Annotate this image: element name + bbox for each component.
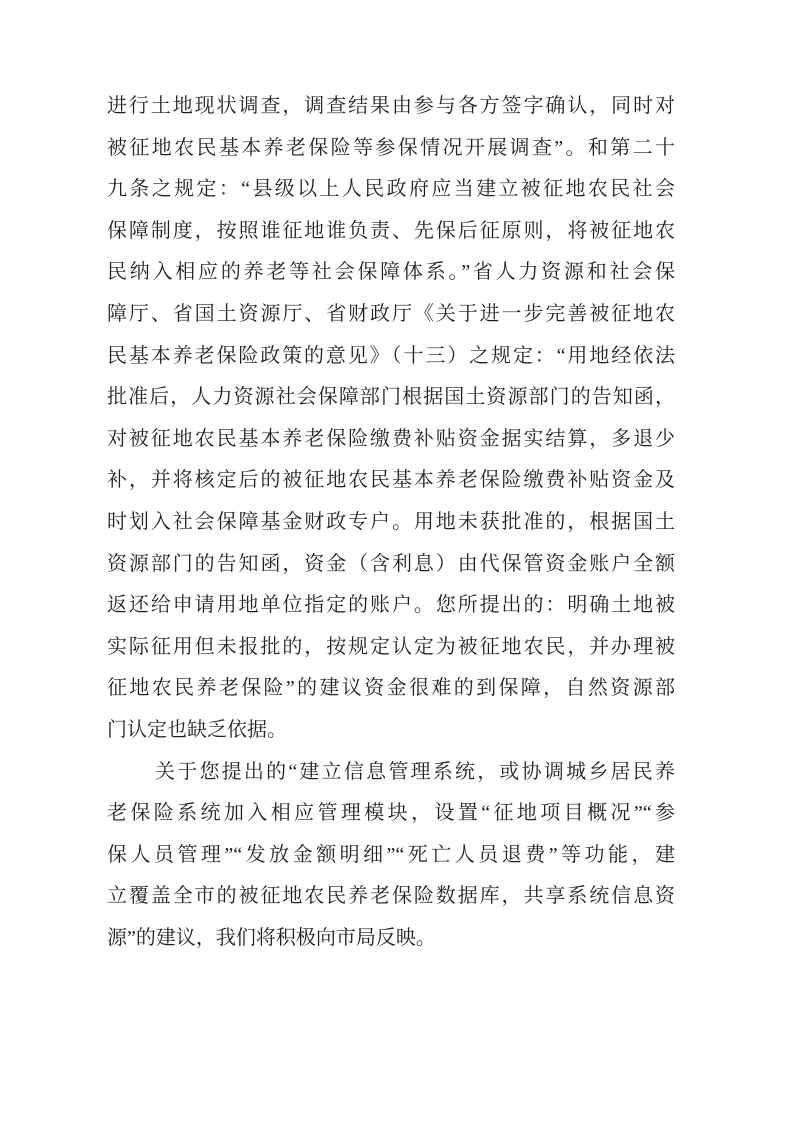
text-line: 返还给申请用地单位指定的账户。您所提出的：明确土地被 xyxy=(107,594,675,617)
text-line: 补，并将核定后的被征地农民基本养老保险缴费补贴资金及 xyxy=(107,469,675,492)
text-line: 对被征地农民基本养老保险缴费补贴资金据实结算，多退少 xyxy=(107,427,675,450)
text-column xyxy=(107,86,675,959)
text-line: 老保险系统加入相应管理模块，设置“征地项目概况”“参 xyxy=(107,802,675,825)
text-line: 时划入社会保障基金财政专户。用地未获批准的，根据国土 xyxy=(107,510,675,533)
text-line: 进行土地现状调查，调查结果由参与各方签字确认，同时对 xyxy=(107,95,675,117)
text-line: 资源部门的告知函，资金（含利息）由代保管资金账户全额 xyxy=(107,552,675,575)
text-line: 九条之规定：“县级以上人民政府应当建立被征地农民社会 xyxy=(107,178,675,201)
text-line: 障厅、省国土资源厅、省财政厅《关于进一步完善被征地农 xyxy=(107,302,675,325)
text-line: 保障制度，按照谁征地谁负责、先保后征原则，将被征地农 xyxy=(107,219,675,242)
text-line: 民基本养老保险政策的意见》（十三）之规定：“用地经依法 xyxy=(107,344,675,367)
text-line: 实际征用但未报批的，按规定认定为被征地农民，并办理被 xyxy=(107,635,675,658)
text-line: 批准后，人力资源社会保障部门根据国土资源部门的告知函， xyxy=(107,386,675,409)
text-line: 征地农民养老保险”的建议资金很难的到保障，自然资源部 xyxy=(107,677,675,700)
text-line: 民纳入相应的养老等社会保障体系。”省人力资源和社会保 xyxy=(107,261,675,284)
text-line: 立覆盖全市的被征地农民养老保险数据库，共享系统信息资 xyxy=(107,885,675,908)
text-line: 保人员管理”“发放金额明细”“死亡人员退费”等功能，建 xyxy=(107,843,675,866)
text-line: 关于您提出的“建立信息管理系统，或协调城乡居民养 xyxy=(155,760,675,783)
text-line: 门认定也缺乏依据。 xyxy=(107,718,287,741)
text-line: 被征地农民基本养老保险等参保情况开展调查”。和第二十 xyxy=(107,136,675,159)
text-line: 源”的建议，我们将积极向市局反映。 xyxy=(107,926,436,949)
